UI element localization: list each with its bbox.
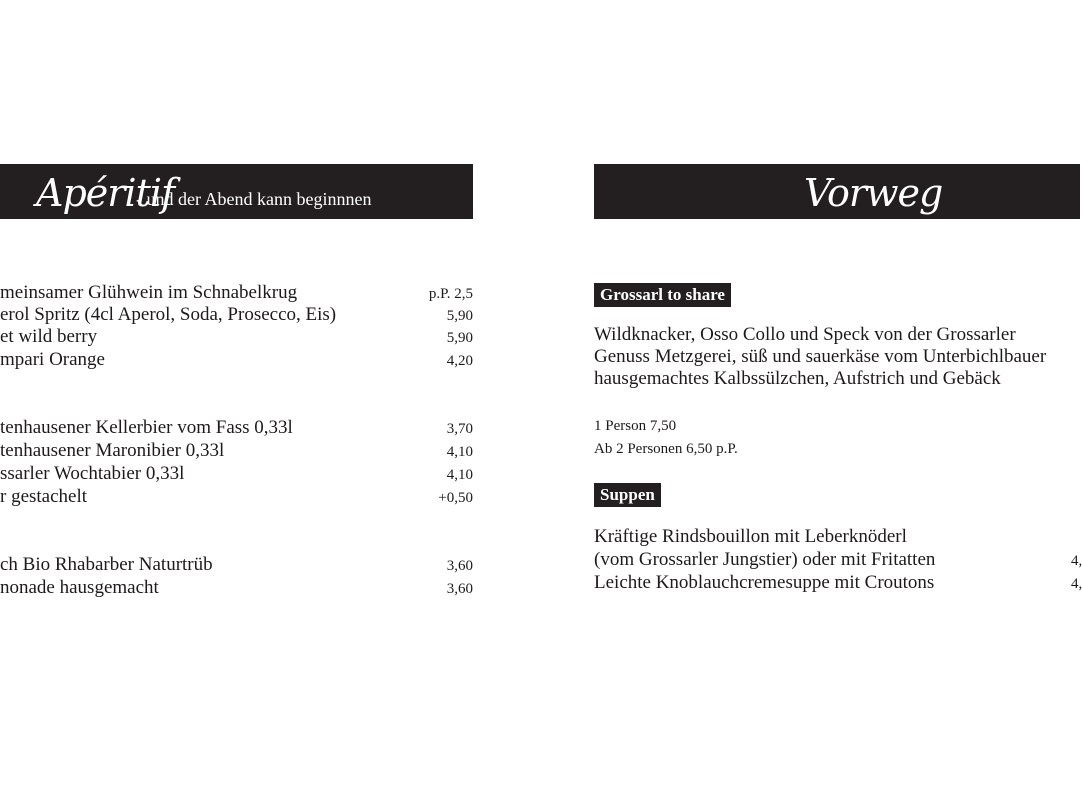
aperitif-subtitle: - und der Abend kann beginnnen <box>136 189 372 209</box>
menu-item-price: +0,50 <box>438 490 473 506</box>
menu-item-name: mpari Orange <box>0 349 105 370</box>
share-description-line: Wildknacker, Osso Collo und Speck von der Grossarler <box>594 324 1016 345</box>
share-description-line: Genuss Metzgerei, süß und sauerkäse vom Unterbichlbauer <box>594 346 1047 367</box>
menu-item-name: et wild berry <box>0 326 98 347</box>
menu-item-price: 5,90 <box>446 330 473 346</box>
menu-item-name: r gestachelt <box>0 486 88 507</box>
soup-line: Leichte Knoblauchcremesuppe mit Croutons <box>594 572 935 593</box>
menu-item-price: 3,60 <box>446 558 473 574</box>
soup-price: 4, <box>1071 576 1082 592</box>
share-price-group: Ab 2 Personen 6,50 p.P. <box>594 441 738 457</box>
aperitif-title: Apéritif <box>36 171 175 215</box>
menu-item-name: erol Spritz (4cl Aperol, Soda, Prosecco, Eis) <box>0 304 337 325</box>
menu-item-price: 4,10 <box>446 467 473 483</box>
menu-item-name: tenhausener Kellerbier vom Fass 0,33l <box>0 417 293 438</box>
menu-item-price: 5,90 <box>446 308 473 324</box>
aperitif-header-band <box>0 164 473 219</box>
vorweg-header-band <box>594 164 1080 219</box>
menu-item-price: 4,10 <box>446 444 473 460</box>
menu-item-name: ssarler Wochtabier 0,33l <box>0 463 185 484</box>
menu-item-price: p.P. 2,5 <box>428 286 473 302</box>
menu-item-name: ch Bio Rhabarber Naturtrüb <box>0 554 213 575</box>
menu-item-name: tenhausener Maronibier 0,33l <box>0 440 225 461</box>
soup-price: 4, <box>1071 553 1082 569</box>
menu-item-price: 3,60 <box>446 581 473 597</box>
share-description-line: hausgemachtes Kalbssülzchen, Aufstrich und Gebäck <box>594 368 1001 389</box>
section-heading-suppen: Suppen <box>594 483 661 507</box>
section-heading-share: Grossarl to share <box>594 283 731 307</box>
menu-item-name: meinsamer Glühwein im Schnabelkrug <box>0 282 298 303</box>
soup-line: (vom Grossarler Jungstier) oder mit Fritatten <box>594 549 936 570</box>
vorweg-title: Vorweg <box>804 171 943 215</box>
menu-item-price: 4,20 <box>446 353 473 369</box>
menu-item-name: nonade hausgemacht <box>0 577 159 598</box>
menu-item-price: 3,70 <box>446 421 473 437</box>
share-price-single: 1 Person 7,50 <box>594 418 677 434</box>
soup-line: Kräftige Rindsbouillon mit Leberknöderl <box>594 526 907 547</box>
